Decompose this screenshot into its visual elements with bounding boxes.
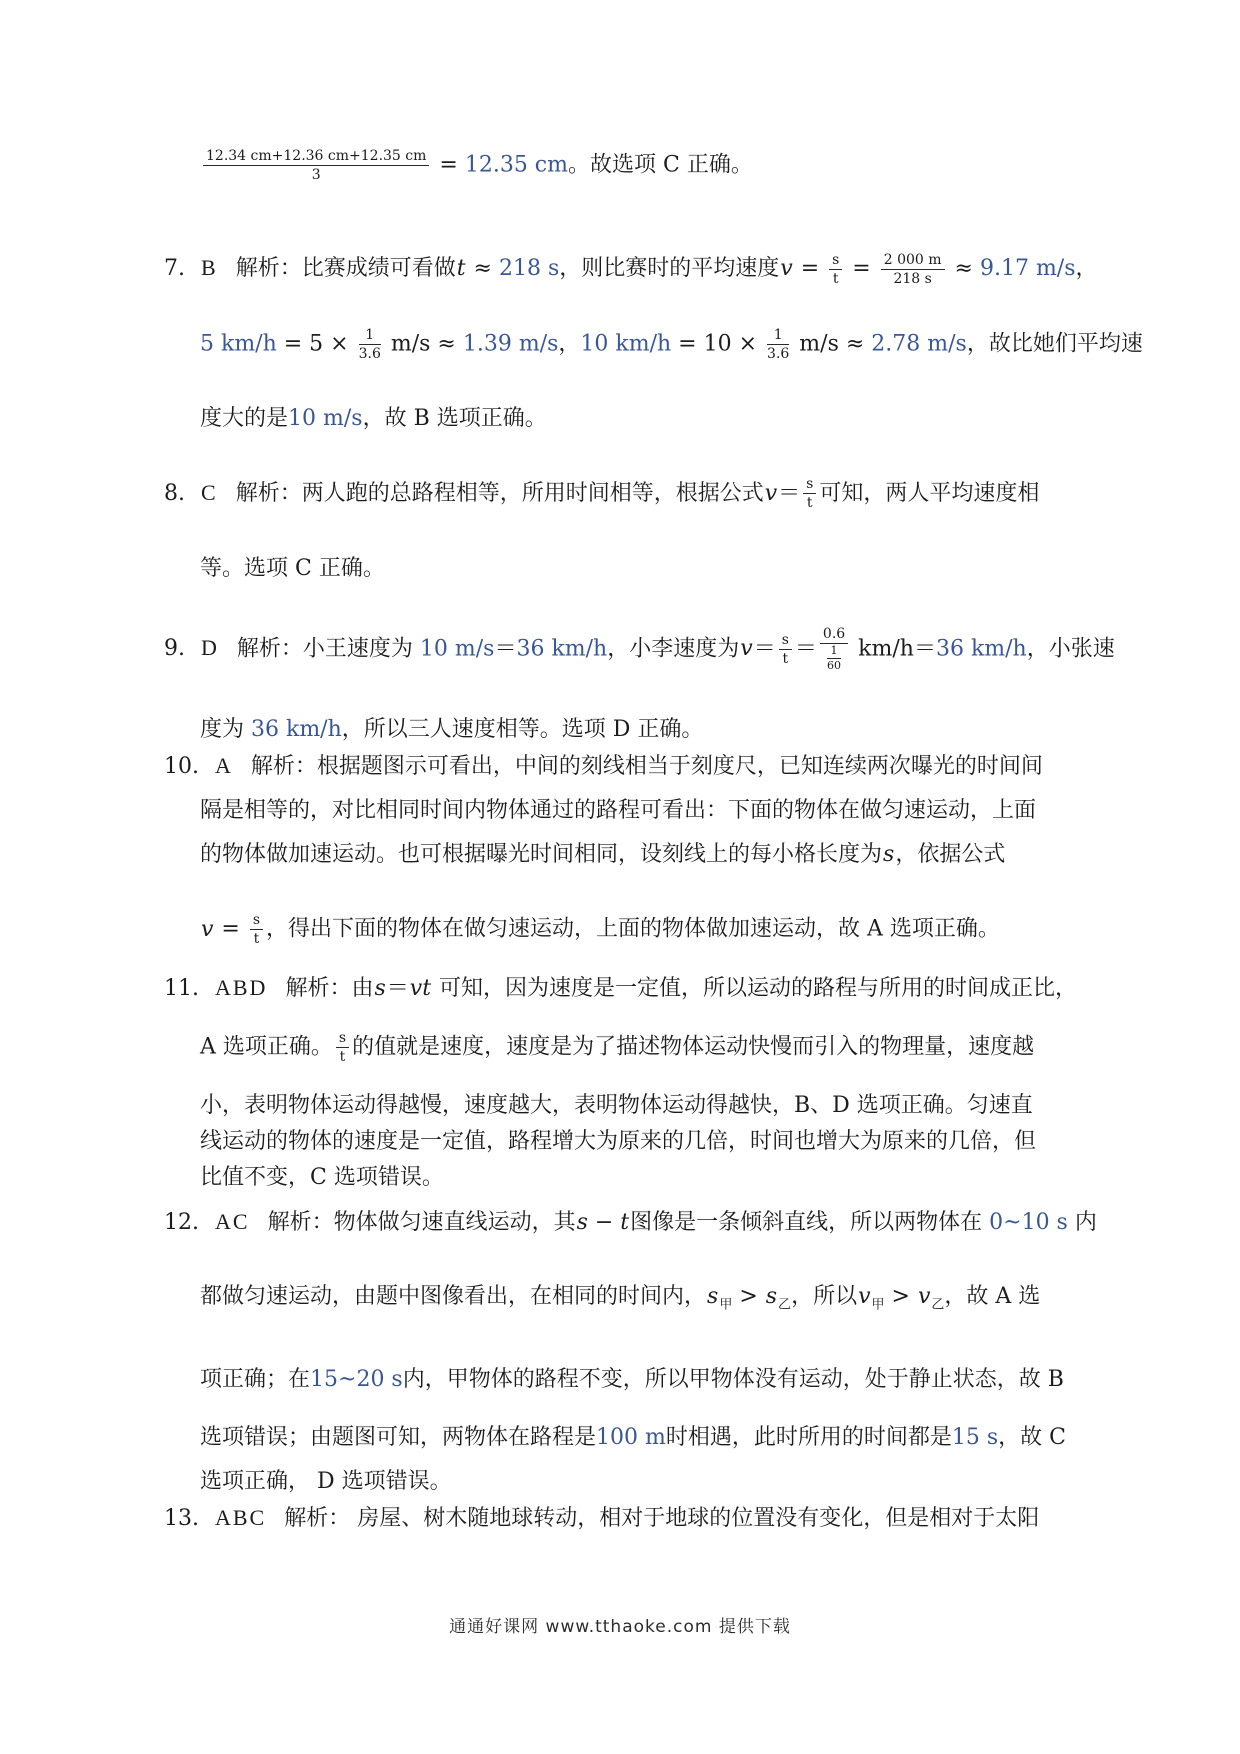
answer-label: A (215, 752, 233, 778)
highlight-number: 36 km/h (516, 636, 608, 662)
content-block (164, 1501, 1120, 1536)
text-line (200, 1161, 1120, 1195)
text-line (164, 626, 1120, 673)
text-run: 小，表明物体运动得越慢，速度越大，表明物体运动得越快，B、D 选项正确。匀速直 (200, 1093, 1033, 1119)
text-run: 可知，两人平均速度相 (819, 480, 1040, 506)
highlight-number: 2.78 m/s (871, 331, 967, 357)
fraction-denominator: t (782, 650, 789, 667)
text-line (164, 1501, 1120, 1536)
subscript-variable (706, 1284, 733, 1313)
text-run: ＝ (386, 976, 409, 1002)
text-line (200, 1465, 1120, 1499)
answer-label: ABC (215, 1504, 267, 1530)
math-variable: s (765, 1284, 778, 1310)
highlight-number: 15~20 s (310, 1366, 403, 1392)
fraction-numerator: s (336, 1030, 349, 1048)
fraction-numerator: 12.34 cm+12.36 cm+12.35 cm (203, 148, 429, 166)
highlight-number: 36 km/h (251, 716, 342, 742)
fraction-denominator: t (253, 931, 260, 948)
text-line (200, 1421, 1120, 1455)
text-line (200, 1089, 1120, 1123)
content-block (164, 251, 1143, 436)
text-run: ，故 A 选 (944, 1284, 1041, 1310)
text-run: 选项正确， D 选项错误。 (200, 1468, 452, 1494)
fraction (359, 327, 381, 362)
content-block (164, 971, 1120, 1195)
fraction (250, 912, 263, 947)
math-variable: s (707, 1284, 719, 1310)
page-footer (0, 1612, 1240, 1637)
text-run: 度为 (200, 716, 251, 742)
text-run: m/s ≈ (792, 331, 872, 357)
content-block (164, 749, 1120, 948)
fraction-denominator (820, 644, 848, 673)
text-run: = (214, 916, 247, 942)
item-number: 8. (164, 480, 185, 506)
item-number: 12. (164, 1210, 199, 1236)
text-run: > (732, 1284, 765, 1310)
subscript-label: 甲 (871, 1297, 885, 1313)
highlight-number: 15 s (951, 1424, 999, 1450)
nested-fraction (827, 645, 841, 673)
content-block (164, 1205, 1120, 1498)
highlight-number: 1.39 m/s (462, 331, 559, 357)
fraction-denominator: 218 s (893, 270, 932, 287)
text-run: 等。选项 C 正确。 (200, 555, 385, 581)
math-variable: v (780, 256, 793, 282)
text-run: 时相遇，此时所用的时间都是 (665, 1424, 952, 1450)
text-run: ，故比她们平均速 (966, 331, 1143, 357)
fraction (820, 626, 848, 673)
text-run: A 选项正确。 (200, 1034, 333, 1060)
text-line (164, 749, 1120, 784)
document-content (164, 148, 1143, 1536)
text-line (200, 402, 1120, 436)
text-run: m/s ≈ (383, 331, 463, 357)
text-line (200, 552, 1120, 586)
text-run: 解析：物体做匀速直线运动，其 (267, 1210, 576, 1236)
text-run: km/h＝ (851, 636, 936, 662)
fraction (803, 476, 816, 511)
subscript-label: 乙 (931, 1297, 945, 1313)
item-number: 9. (164, 636, 185, 662)
item-number: 7. (164, 256, 185, 282)
text-run: 解析：由 (285, 976, 374, 1002)
text-run: 图像是一条倾斜直线，所以两物体在 (630, 1210, 990, 1236)
text-run: ，小张速 (1026, 636, 1115, 662)
text-run: = (845, 256, 878, 282)
text-run: ，小李速度为 (607, 636, 740, 662)
text-run: 解析：两人跑的总路程相等，所用时间相等，根据公式 (235, 480, 764, 506)
fraction-denominator: t (339, 1049, 346, 1066)
fraction-numerator: 2 000 m (881, 252, 945, 270)
math-variable: s − t (576, 1210, 630, 1236)
item-number: 10. (164, 753, 199, 779)
text-run: = 5 × (276, 331, 356, 357)
fraction (336, 1030, 349, 1065)
text-line (200, 794, 1120, 828)
fraction (881, 252, 945, 287)
text-line (164, 476, 1120, 512)
content-block (164, 625, 1120, 747)
text-line (164, 971, 1120, 1006)
text-line (164, 251, 1120, 287)
fraction-numerator: s (250, 912, 263, 930)
text-run: ，故 B 选项正确。 (362, 405, 547, 431)
text-run: 解析：根据题图示可看出，中间的刻线相当于刻度尺，已知连续两次曝光的时间间 (250, 753, 1043, 779)
fraction-denominator: t (806, 495, 813, 512)
text-line (200, 1280, 1120, 1322)
answer-label: C (201, 479, 218, 505)
text-run: ，得出下面的物体在做匀速运动，上面的物体做加速运动，故 A 选项正确。 (266, 916, 1000, 942)
subscript-variable (857, 1284, 885, 1313)
fraction-numerator: 1 (359, 327, 381, 345)
text-run: = (432, 152, 465, 178)
text-run: 选项错误；由题图可知，两物体在路程是 (200, 1424, 597, 1450)
text-run: ，依据公式 (895, 841, 1006, 867)
footer-text: 通通好课网 www.tthaoke.com 提供下载 (449, 1617, 791, 1637)
text-line (200, 912, 1120, 947)
math-variable: v (740, 636, 753, 662)
subscript-label: 甲 (719, 1297, 733, 1313)
text-line (200, 1030, 1120, 1065)
fraction-denominator: 3.6 (358, 345, 381, 362)
text-run: ，则比赛时的平均速度 (559, 256, 780, 282)
highlight-number: 10 m/s (419, 636, 495, 662)
text-run: 解析：小王速度为 (236, 636, 420, 662)
text-run: = 10 × (671, 331, 765, 357)
text-line (200, 1125, 1120, 1159)
math-variable: s (374, 976, 386, 1002)
fraction-numerator: s (803, 476, 816, 494)
fraction (767, 327, 789, 362)
fraction (779, 632, 792, 667)
highlight-number: 0~10 s (989, 1210, 1068, 1236)
text-run: ， (1075, 256, 1098, 282)
text-line (164, 1205, 1120, 1240)
text-line (200, 838, 1120, 872)
highlight-number: 100 m (596, 1424, 666, 1450)
highlight-number: 5 km/h (200, 331, 277, 357)
text-line (200, 326, 1143, 362)
text-run: 的值就是速度，速度是为了描述物体运动快慢而引入的物理量，速度越 (352, 1034, 1035, 1060)
subscript-variable (917, 1284, 945, 1313)
text-run: ≈ (466, 256, 499, 282)
text-run: ， (558, 331, 581, 357)
highlight-number: 10 m/s (288, 405, 363, 431)
math-variable: v (858, 1284, 871, 1310)
fraction (203, 148, 429, 183)
text-run: ≈ (947, 256, 980, 282)
text-run: 度大的是 (200, 405, 289, 431)
fraction-denominator: 3.6 (767, 345, 790, 362)
answer-label: B (201, 255, 218, 281)
fraction-denominator: 60 (827, 659, 842, 673)
answer-label: D (201, 635, 219, 661)
text-run: 解析： 房屋、树木随地球转动，相对于地球的位置没有变化，但是相对于太阳 (284, 1505, 1040, 1531)
fraction-numerator: s (779, 632, 792, 650)
answer-label: AC (215, 1209, 250, 1235)
subscript-label: 乙 (778, 1297, 792, 1313)
text-run: ，所以三人速度相等。选项 D 正确。 (341, 716, 704, 742)
subscript-variable (765, 1284, 792, 1313)
math-variable: t (456, 256, 466, 282)
text-run: 解析：比赛成绩可看做 (235, 256, 456, 282)
math-variable: s (883, 841, 895, 867)
math-variable: v (201, 916, 214, 942)
text-run: ＝ (494, 636, 517, 662)
text-run: 隔是相等的，对比相同时间内物体通过的路程可看出：下面的物体在做匀速运动，上面 (200, 797, 1037, 823)
text-run: 都做匀速运动，由题中图像看出，在相同的时间内， (200, 1284, 707, 1310)
text-run: ，故 C (998, 1424, 1066, 1450)
fraction-numerator: 0.6 (820, 626, 848, 644)
text-run: ＝ (794, 636, 817, 662)
text-run: 可知，因为速度是一定值，所以运动的路程与所用的时间成正比， (432, 976, 1078, 1002)
text-run: 内，甲物体的路程不变，所以甲物体没有运动，处于静止状态，故 B (402, 1366, 1064, 1392)
fraction (829, 252, 842, 287)
fraction-numerator: s (829, 252, 842, 270)
item-number: 13. (164, 1505, 199, 1531)
text-run: 的物体做加速运动。也可根据曝光时间相同，设刻线上的每小格长度为 (200, 841, 883, 867)
fraction-denominator: t (832, 270, 839, 287)
fraction-numerator: 1 (767, 327, 789, 345)
text-run: 。故选项 C 正确。 (568, 152, 753, 178)
math-variable: vt (409, 976, 432, 1002)
math-variable: v (917, 1284, 931, 1310)
text-run: 比值不变，C 选项错误。 (200, 1165, 444, 1191)
text-line (200, 713, 1120, 747)
highlight-number: 12.35 cm (464, 152, 568, 178)
text-run: = (793, 256, 827, 282)
answer-label: ABD (215, 975, 268, 1001)
text-run: 线运动的物体的速度是一定值，路程增大为原来的几倍，时间也增大为原来的几倍，但 (200, 1129, 1037, 1155)
highlight-number: 36 km/h (935, 636, 1027, 662)
text-run: 内 (1067, 1210, 1097, 1236)
text-run: ＝ (778, 480, 801, 506)
fraction-numerator: 1 (827, 645, 841, 660)
highlight-number: 9.17 m/s (979, 256, 1076, 282)
content-block (200, 148, 1120, 183)
highlight-number: 218 s (498, 256, 560, 282)
content-block (164, 476, 1120, 586)
text-line (200, 1363, 1120, 1397)
text-run: 项正确；在 (200, 1366, 311, 1392)
math-variable: v (764, 480, 778, 506)
highlight-number: 10 km/h (580, 331, 672, 357)
item-number: 11. (164, 976, 199, 1002)
text-run: ＝ (753, 636, 776, 662)
fraction-denominator: 3 (311, 167, 321, 184)
text-line (200, 148, 1120, 183)
text-run: > (884, 1284, 917, 1310)
text-run: ，所以 (791, 1284, 858, 1310)
